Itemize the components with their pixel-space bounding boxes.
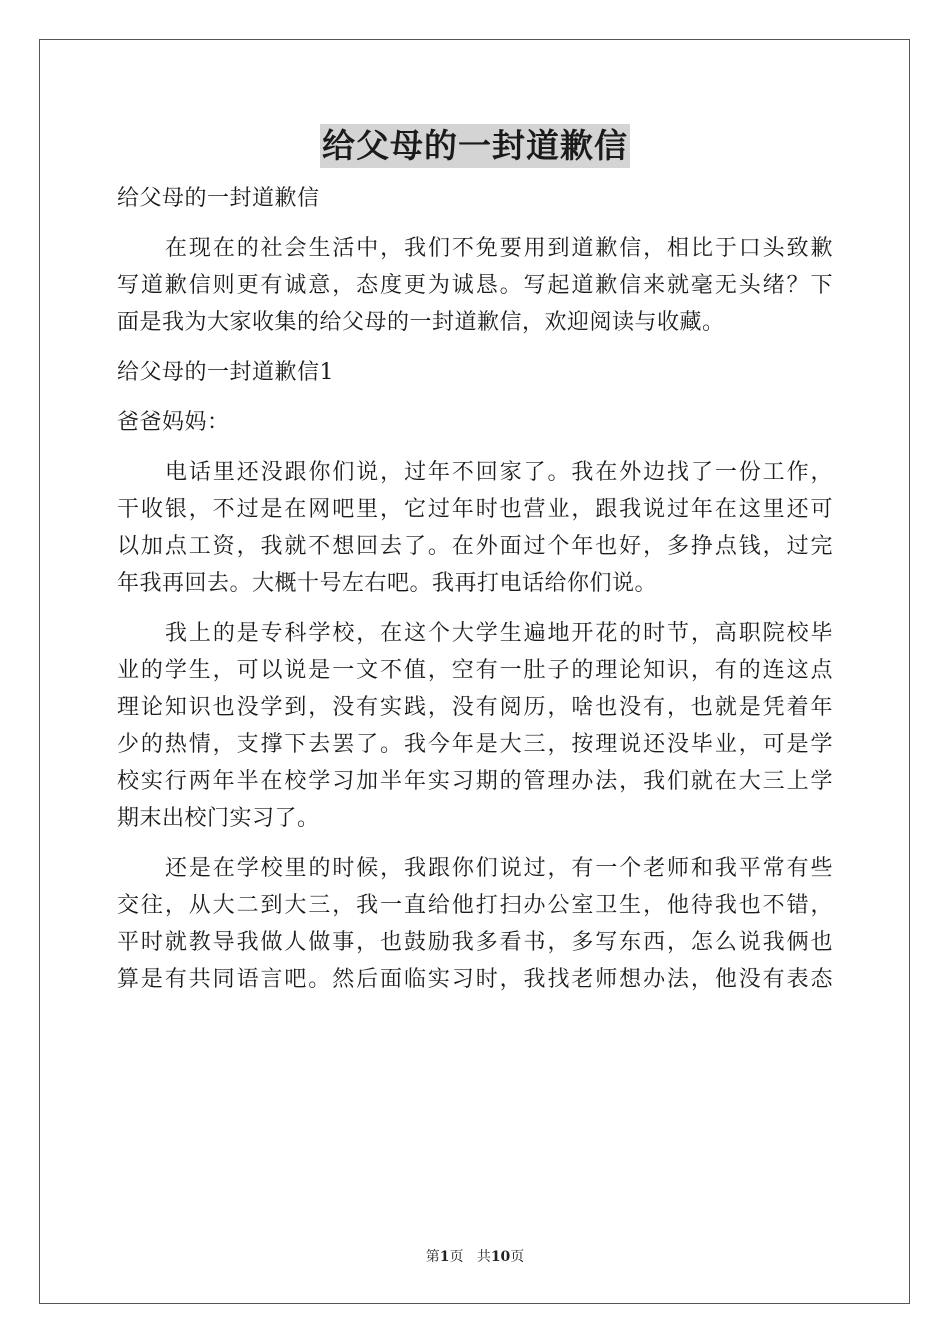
intro-line: 写道歉信则更有诚意，态度更为诚恳。写起道歉信来就毫无头绪？下 [117, 273, 833, 298]
page-current: 1 [439, 1249, 450, 1265]
paragraph-1 [117, 454, 833, 602]
paragraph-line: 理论知识也没学到，没有实践，没有阅历，啥也没有，也就是凭着年 [117, 695, 833, 720]
paragraph-line: 交往，从大二到大三，我一直给他打扫办公室卫生，他待我也不错， [117, 893, 833, 918]
paragraph-line: 以加点工资，我就不想回去了。在外面过个年也好，多挣点钱，过完 [117, 534, 833, 559]
page-prefix: 第 [425, 1249, 440, 1265]
title-container [0, 124, 950, 168]
salutation: 爸爸妈妈： [117, 410, 230, 435]
paragraph-line: 我上的是专科学校，在这个大学生遍地开花的时节，高职院校毕 [165, 621, 833, 646]
page-total: 10 [490, 1249, 511, 1265]
document-subtitle: 给父母的一封道歉信 [117, 186, 320, 211]
document-title: 给父母的一封道歉信 [320, 124, 630, 168]
paragraph-line: 期末出校门实习了。 [117, 806, 320, 831]
paragraph-line: 业的学生，可以说是一文不值，空有一肚子的理论知识，有的连这点 [117, 658, 833, 683]
paragraph-line: 平时就教导我做人做事，也鼓励我多看书，多写东西，怎么说我俩也 [117, 930, 833, 955]
paragraph-line: 年我再回去。大概十号左右吧。我再打电话给你们说。 [117, 571, 658, 596]
page-label: 页 [449, 1249, 464, 1265]
paragraph-line: 还是在学校里的时候，我跟你们说过，有一个老师和我平常有些 [165, 856, 833, 881]
paragraph-line: 电话里还没跟你们说，过年不回家了。我在外边找了一份工作， [165, 460, 833, 485]
intro-line: 面是我为大家收集的给父母的一封道歉信，欢迎阅读与收藏。 [117, 310, 725, 335]
paragraph-line: 算是有共同语言吧。然后面临实习时，我找老师想办法，他没有表态 [117, 967, 833, 992]
section-heading: 给父母的一封道歉信1 [117, 360, 334, 385]
total-label: 页 [510, 1249, 525, 1265]
intro-line: 在现在的社会生活中，我们不免要用到道歉信，相比于口头致歉 [165, 236, 833, 261]
intro-paragraph [117, 230, 833, 341]
page-footer [0, 1247, 950, 1267]
paragraph-line: 少的热情，支撑下去罢了。我今年是大三，按理说还没毕业，可是学 [117, 732, 833, 757]
paragraph-line: 干收银，不过是在网吧里，它过年时也营业，跟我说过年在这里还可 [117, 497, 833, 522]
paragraph-3 [117, 850, 833, 998]
paragraph-2 [117, 615, 833, 837]
document-body [117, 180, 833, 1011]
total-prefix: 共 [476, 1249, 491, 1265]
paragraph-line: 校实行两年半在校学习加半年实习期的管理办法，我们就在大三上学 [117, 769, 833, 794]
